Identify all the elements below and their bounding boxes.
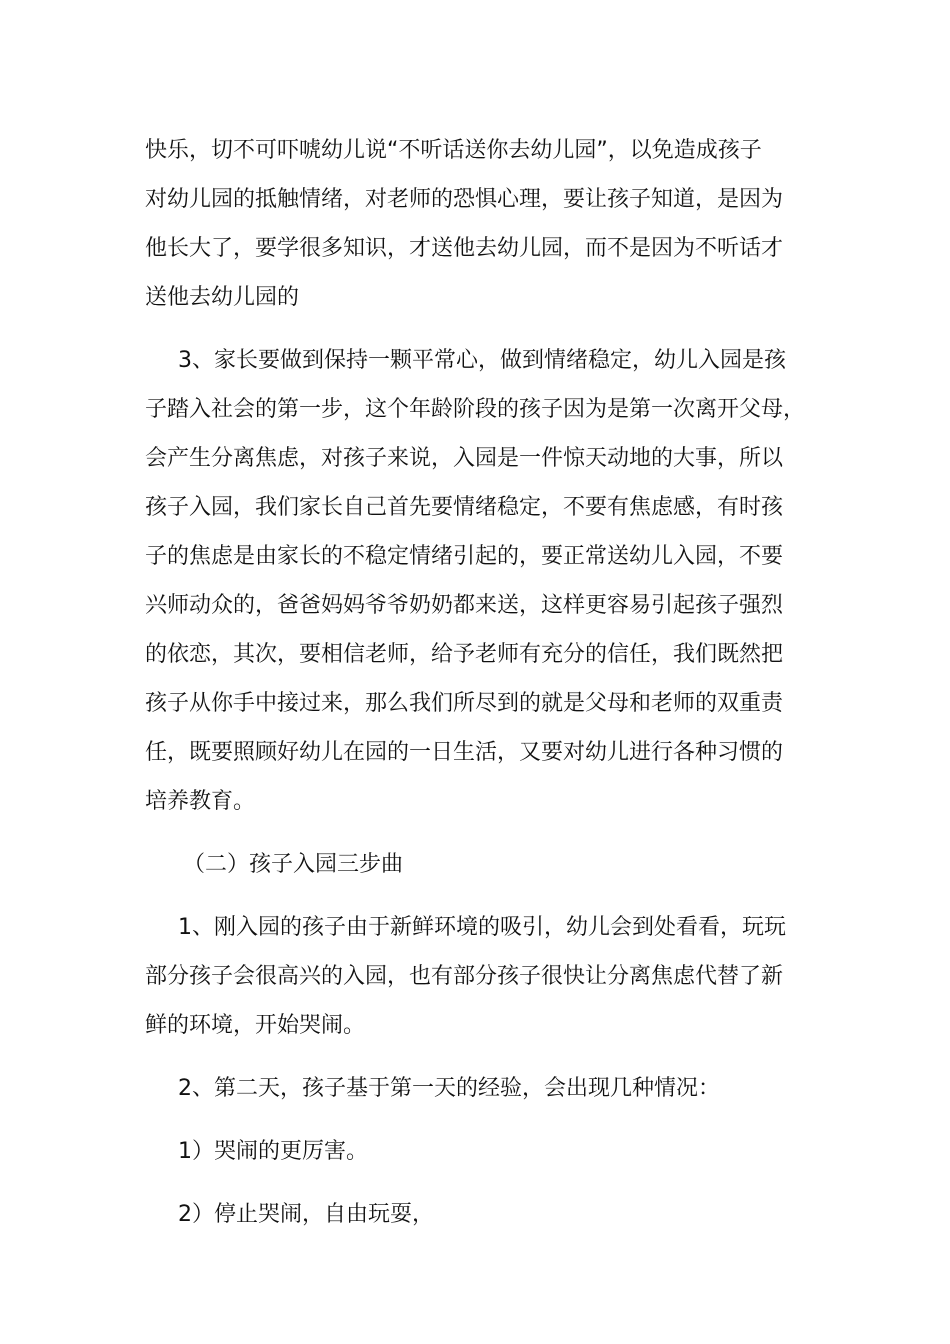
paragraph-item-3 bbox=[145, 336, 810, 826]
text-line: 1）哭闹的更厉害。 bbox=[178, 1139, 368, 1164]
text-line: 子的焦虑是由家长的不稳定情绪引起的，要正常送幼儿入园，不要 bbox=[145, 544, 784, 569]
text-line: 孩子入园，我们家长自己首先要情绪稳定，不要有焦虑感，有时孩 bbox=[145, 495, 784, 520]
text-line: 快乐，切不可吓唬幼儿说“不听话送你去幼儿园”，以免造成孩子 bbox=[145, 138, 762, 163]
paragraph-sub-1 bbox=[145, 1127, 810, 1176]
document-body bbox=[145, 126, 810, 1253]
text-line: 2）停止哭闹，自由玩耍， bbox=[178, 1202, 434, 1227]
paragraph-sub-2 bbox=[145, 1190, 810, 1239]
text-line: 鲜的环境，开始哭闹。 bbox=[145, 1013, 366, 1038]
text-line: 培养教育。 bbox=[145, 789, 256, 814]
paragraph-step-1 bbox=[145, 903, 810, 1050]
text-line: 2、第二天，孩子基于第一天的经验，会出现几种情况： bbox=[178, 1076, 720, 1101]
heading-text: （二）孩子入园三步曲 bbox=[183, 852, 404, 877]
text-line: 会产生分离焦虑，对孩子来说，入园是一件惊天动地的大事，所以 bbox=[145, 446, 784, 471]
text-line: 他长大了，要学很多知识，才送他去幼儿园，而不是因为不听话才 bbox=[145, 236, 784, 261]
text-line: 子踏入社会的第一步，这个年龄阶段的孩子因为是第一次离开父母， bbox=[145, 397, 806, 422]
section-heading bbox=[145, 840, 810, 889]
text-line: 任，既要照顾好幼儿在园的一日生活，又要对幼儿进行各种习惯的 bbox=[145, 740, 784, 765]
text-line: 送他去幼儿园的 bbox=[145, 285, 300, 310]
text-line: 1、刚入园的孩子由于新鲜环境的吸引，幼儿会到处看看，玩玩 bbox=[178, 915, 786, 940]
text-line: 3、家长要做到保持一颗平常心，做到情绪稳定，幼儿入园是孩 bbox=[178, 348, 786, 373]
text-line: 的依恋，其次，要相信老师，给予老师有充分的信任，我们既然把 bbox=[145, 642, 784, 667]
paragraph-step-2 bbox=[145, 1064, 810, 1113]
text-line: 对幼儿园的抵触情绪，对老师的恐惧心理，要让孩子知道，是因为 bbox=[145, 187, 784, 212]
text-line: 孩子从你手中接过来，那么我们所尽到的就是父母和老师的双重责 bbox=[145, 691, 784, 716]
text-line: 部分孩子会很高兴的入园，也有部分孩子很快让分离焦虑代替了新 bbox=[145, 964, 784, 989]
paragraph-continuation bbox=[145, 126, 810, 322]
text-line: 兴师动众的，爸爸妈妈爷爷奶奶都来送，这样更容易引起孩子强烈 bbox=[145, 593, 784, 618]
